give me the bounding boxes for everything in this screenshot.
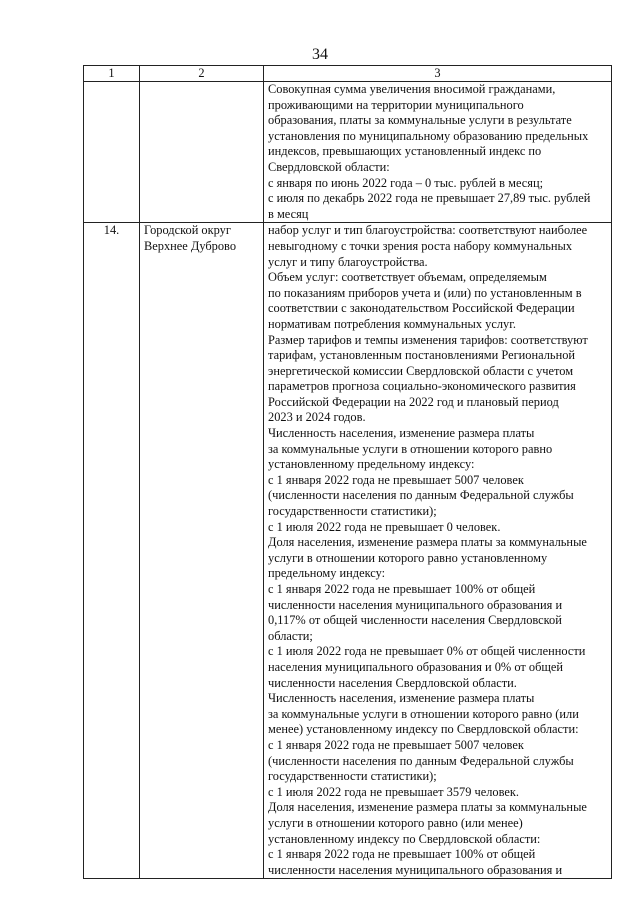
municipality-line: Верхнее Дуброво <box>144 238 237 253</box>
description-line: населения муниципального образования и 0% от общей <box>268 659 564 674</box>
description-line: соответствии с законодательством Российской Федерации <box>268 301 575 316</box>
description-line: Свердловской области: <box>268 159 390 174</box>
description-line: численности населения муниципального образования и <box>268 597 563 612</box>
description-line: тарифам, установленным постановлениями Региональной <box>268 348 576 363</box>
description-line: области; <box>268 628 313 643</box>
description-line: 2023 и 2024 годов. <box>268 410 366 425</box>
document-table <box>83 65 612 879</box>
description-line: менее) установленному индексу по Свердловской области: <box>268 722 579 737</box>
description-line: Совокупная сумма увеличения вносимой гражданами, <box>268 82 556 96</box>
description-line: услуг и типу благоустройства. <box>268 254 428 269</box>
column-header-3: 3 <box>264 66 612 82</box>
description-line: в месяц <box>268 206 309 221</box>
description-line: с 1 июля 2022 года не превышает 0% от общей численности <box>268 644 586 659</box>
description-line: численности населения Свердловской области. <box>268 675 517 690</box>
description-line: за коммунальные услуги в отношении которого равно <box>268 441 553 456</box>
table-header-row <box>84 66 612 82</box>
description-line: проживающими на территории муниципального <box>268 97 524 112</box>
description-line: установленному предельному индексу: <box>268 457 475 472</box>
description-line: образования, платы за коммунальные услуги в результате <box>268 113 572 128</box>
description-line: услуги в отношении которого равно (или менее) <box>268 815 523 830</box>
description-line: с 1 января 2022 года не превышает 100% от общей <box>268 582 536 596</box>
description-line: нормативам потребления коммунальных услуг. <box>268 316 517 331</box>
row-number-cell: 14. <box>84 223 140 879</box>
description-line: государственности статистики); <box>268 769 437 784</box>
description-line: с июля по декабрь 2022 года не превышает 27,89 тыс. рублей <box>268 191 591 206</box>
description-line: набор услуг и тип благоустройства: соответствуют наиболее <box>268 223 588 238</box>
description-line: Размер тарифов и темпы изменения тарифов: соответствуют <box>268 332 588 347</box>
column-header-2: 2 <box>140 66 264 82</box>
column-header-1: 1 <box>84 66 140 82</box>
description-line: Численность населения, изменение размера платы <box>268 426 535 441</box>
description-line: государственности статистики); <box>268 504 437 519</box>
municipality-line: Городской округ <box>144 223 231 238</box>
description-line: с 1 июля 2022 года не превышает 0 человек. <box>268 519 501 534</box>
description-cell <box>264 223 612 879</box>
description-line: предельному индексу: <box>268 566 386 581</box>
municipality-cell <box>140 82 264 223</box>
description-line: установления по муниципальному образованию предельных <box>268 128 589 143</box>
description-line: с 1 января 2022 года не превышает 5007 человек <box>268 472 524 487</box>
description-line: с 1 января 2022 года не превышает 5007 человек <box>268 737 524 752</box>
description-line: (численности населения по данным Федеральной службы <box>268 753 574 768</box>
description-line: энергетической комиссии Свердловской области с учетом <box>268 363 574 378</box>
description-line: невыгодному с точки зрения роста набору коммунальных <box>268 238 573 253</box>
description-line: установленному индексу по Свердловской области: <box>268 831 541 846</box>
description-line: Доля населения, изменение размера платы за коммунальные <box>268 800 587 815</box>
description-line: численности населения муниципального образования и <box>268 862 563 877</box>
description-line: с января по июнь 2022 года – 0 тыс. рублей в месяц; <box>268 175 544 190</box>
description-line: с 1 июля 2022 года не превышает 3579 человек. <box>268 784 520 799</box>
page-number: 34 <box>312 46 328 63</box>
description-line: с 1 января 2022 года не превышает 100% от общей <box>268 847 536 862</box>
description-line: (численности населения по данным Федеральной службы <box>268 488 574 503</box>
description-line: Численность населения, изменение размера платы <box>268 691 535 706</box>
description-line: Доля населения, изменение размера платы за коммунальные <box>268 535 587 550</box>
description-line: Объем услуг: соответствует объемам, определяемым <box>268 270 547 285</box>
municipality-cell <box>140 223 264 879</box>
description-line: за коммунальные услуги в отношении которого равно (или <box>268 706 579 721</box>
row-number-cell <box>84 82 140 223</box>
description-line: 0,117% от общей численности населения Свердловской <box>268 613 562 628</box>
table-row <box>84 82 612 223</box>
table-row <box>84 223 612 879</box>
description-line: по показаниям приборов учета и (или) по установленным в <box>268 285 582 300</box>
description-line: услуги в отношении которого равно установленному <box>268 550 548 565</box>
description-line: индексов, превышающих установленный индекс по <box>268 144 542 159</box>
description-cell <box>264 82 612 223</box>
description-line: параметров прогноза социально-экономического развития <box>268 379 576 394</box>
description-line: Российской Федерации на 2022 год и плановый период <box>268 394 559 409</box>
